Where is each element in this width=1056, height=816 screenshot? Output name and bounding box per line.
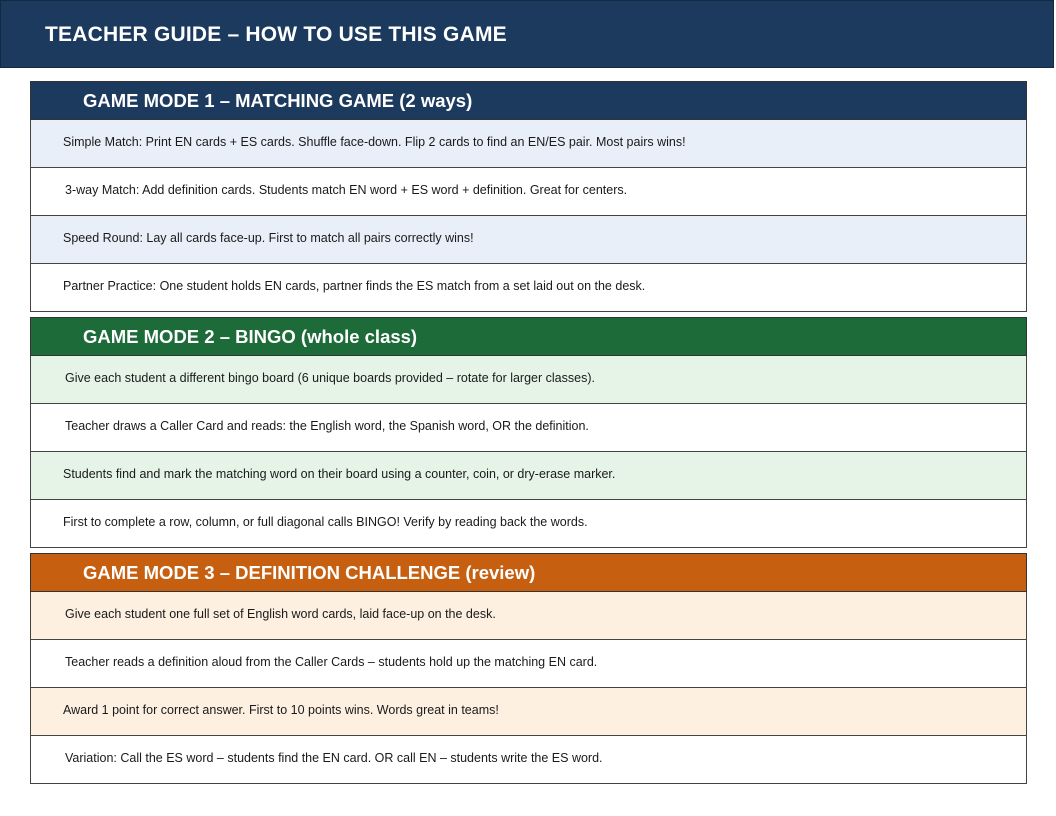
top-banner: [0, 0, 1054, 68]
instruction-text: Partner Practice: One student holds EN cards, partner finds the ES match from a set laid out on the desk.: [63, 279, 646, 293]
game-mode-1-title: GAME MODE 1 – MATCHING GAME (2 ways): [83, 90, 473, 111]
instruction-text: Teacher reads a definition aloud from the Caller Cards – students hold up the matching EN card.: [65, 655, 598, 669]
game-mode-2-title: GAME MODE 2 – BINGO (whole class): [83, 326, 418, 347]
instruction-text: Teacher draws a Caller Card and reads: the English word, the Spanish word, OR the definition.: [65, 419, 589, 433]
instruction-text: 3-way Match: Add definition cards. Students match EN word + ES word + definition. Great for centers.: [65, 183, 628, 197]
instruction-row: [30, 736, 1027, 784]
game-mode-1-header: [30, 81, 1027, 120]
instruction-text: Simple Match: Print EN cards + ES cards. Shuffle face-down. Flip 2 cards to find an EN/ES pair. Most pairs wins!: [63, 135, 686, 149]
game-mode-3-title: GAME MODE 3 – DEFINITION CHALLENGE (review): [83, 562, 536, 583]
instruction-row: [30, 640, 1027, 688]
instruction-row: [30, 168, 1027, 216]
instruction-text: Students find and mark the matching word on their board using a counter, coin, or dry-erase marker.: [63, 467, 616, 481]
instruction-row: [30, 356, 1027, 404]
game-mode-3-header: [30, 553, 1027, 592]
instruction-row: [30, 264, 1027, 312]
instruction-text: Give each student a different bingo board (6 unique boards provided – rotate for larger classes).: [65, 371, 595, 385]
instruction-row: [30, 452, 1027, 500]
instruction-text: First to complete a row, column, or full diagonal calls BINGO! Verify by reading back the words.: [63, 515, 588, 529]
instruction-row: [30, 216, 1027, 264]
game-mode-1-section: [30, 81, 1027, 312]
game-mode-2-section: [30, 317, 1027, 548]
instruction-text: Award 1 point for correct answer. First to 10 points wins. Words great in teams!: [63, 703, 499, 717]
instruction-text: Variation: Call the ES word – students find the EN card. OR call EN – students write the ES word.: [65, 751, 603, 765]
instruction-text: Speed Round: Lay all cards face-up. First to match all pairs correctly wins!: [63, 231, 474, 245]
instruction-row: [30, 120, 1027, 168]
page-title: TEACHER GUIDE – HOW TO USE THIS GAME: [45, 23, 507, 46]
instruction-row: [30, 404, 1027, 452]
instruction-row: [30, 592, 1027, 640]
instruction-row: [30, 500, 1027, 548]
game-mode-2-header: [30, 317, 1027, 356]
game-mode-3-section: [30, 553, 1027, 784]
instruction-row: [30, 688, 1027, 736]
instruction-text: Give each student one full set of English word cards, laid face-up on the desk.: [65, 607, 496, 621]
